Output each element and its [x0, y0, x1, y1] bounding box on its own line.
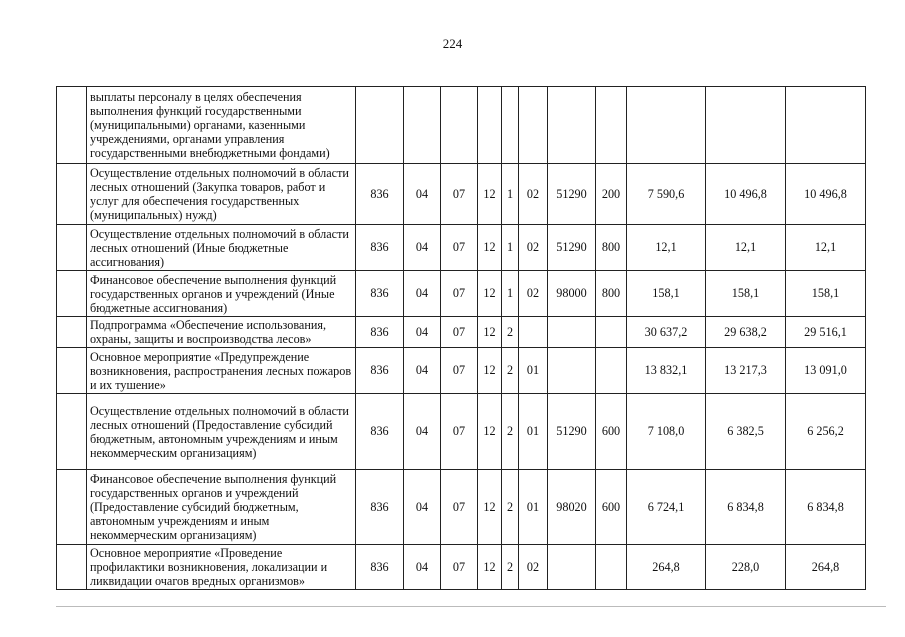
program-cell: 12	[478, 394, 502, 470]
blank-cell	[57, 470, 87, 545]
year3-amount: 6 834,8	[786, 470, 866, 545]
grbs-cell: 836	[356, 470, 404, 545]
direction-cell	[548, 545, 596, 590]
year2-amount: 12,1	[706, 225, 786, 271]
expense-type-cell: 600	[596, 394, 627, 470]
blank-cell	[57, 87, 87, 164]
expense-type-cell	[596, 348, 627, 394]
table-row	[57, 545, 866, 590]
row-name: Основное мероприятие «Проведение профилактики возникновения, локализации и ликвидации очагов вредных организмов»	[87, 545, 356, 590]
year1-amount: 12,1	[627, 225, 706, 271]
program-cell: 12	[478, 164, 502, 225]
blank-cell	[57, 225, 87, 271]
row-name: Осуществление отдельных полномочий в области лесных отношений (Иные бюджетные ассигнования)	[87, 225, 356, 271]
expense-type-cell: 800	[596, 225, 627, 271]
blank-cell	[57, 545, 87, 590]
row-name: выплаты персоналу в целях обеспечения выполнения функций государственными (муниципальными) органами, казенными учреждениями, органами управления государственными внебюджетными фондами)	[87, 87, 356, 164]
subprogram-cell: 2	[502, 470, 519, 545]
program-cell	[478, 87, 502, 164]
podrazdel-cell: 07	[441, 317, 478, 348]
year1-amount: 13 832,1	[627, 348, 706, 394]
program-cell: 12	[478, 545, 502, 590]
event-cell: 01	[519, 470, 548, 545]
year2-amount: 6 834,8	[706, 470, 786, 545]
podrazdel-cell: 07	[441, 271, 478, 317]
expense-type-cell	[596, 545, 627, 590]
subprogram-cell: 2	[502, 545, 519, 590]
event-cell: 02	[519, 271, 548, 317]
event-cell	[519, 87, 548, 164]
page-number: 224	[442, 36, 463, 51]
year3-amount: 264,8	[786, 545, 866, 590]
blank-cell	[57, 317, 87, 348]
direction-cell	[548, 87, 596, 164]
grbs-cell: 836	[356, 164, 404, 225]
program-cell: 12	[478, 271, 502, 317]
program-cell: 12	[478, 317, 502, 348]
razdel-cell	[404, 87, 441, 164]
year3-amount: 158,1	[786, 271, 866, 317]
subprogram-cell: 1	[502, 164, 519, 225]
grbs-cell	[356, 87, 404, 164]
year3-amount: 6 256,2	[786, 394, 866, 470]
page-edge-line	[56, 606, 886, 607]
event-cell: 01	[519, 348, 548, 394]
event-cell	[519, 317, 548, 348]
event-cell: 02	[519, 164, 548, 225]
year2-amount: 13 217,3	[706, 348, 786, 394]
blank-cell	[57, 164, 87, 225]
podrazdel-cell: 07	[441, 394, 478, 470]
podrazdel-cell: 07	[441, 348, 478, 394]
program-cell: 12	[478, 470, 502, 545]
row-name: Осуществление отдельных полномочий в области лесных отношений (Закупка товаров, работ и услуг для обеспечения государственных (муниципальных) нужд)	[87, 164, 356, 225]
blank-cell	[57, 348, 87, 394]
year2-amount: 29 638,2	[706, 317, 786, 348]
year3-amount	[786, 87, 866, 164]
grbs-cell: 836	[356, 317, 404, 348]
event-cell: 02	[519, 225, 548, 271]
expense-type-cell: 600	[596, 470, 627, 545]
table-row	[57, 394, 866, 470]
year3-amount: 10 496,8	[786, 164, 866, 225]
subprogram-cell: 2	[502, 348, 519, 394]
subprogram-cell: 2	[502, 317, 519, 348]
razdel-cell: 04	[404, 394, 441, 470]
budget-table	[56, 86, 866, 590]
year1-amount: 264,8	[627, 545, 706, 590]
table-row	[57, 470, 866, 545]
year1-amount: 7 108,0	[627, 394, 706, 470]
program-cell: 12	[478, 225, 502, 271]
year2-amount: 158,1	[706, 271, 786, 317]
row-name: Основное мероприятие «Предупреждение возникновения, распространения лесных пожаров и их тушение»	[87, 348, 356, 394]
table-row	[57, 87, 866, 164]
year2-amount: 228,0	[706, 545, 786, 590]
row-name: Осуществление отдельных полномочий в области лесных отношений (Предоставление субсидий бюджетным, автономным учреждениям и иным некоммерческим организациям)	[87, 394, 356, 470]
program-cell: 12	[478, 348, 502, 394]
table-row	[57, 317, 866, 348]
table-row	[57, 271, 866, 317]
podrazdel-cell: 07	[441, 545, 478, 590]
year3-amount: 29 516,1	[786, 317, 866, 348]
event-cell: 01	[519, 394, 548, 470]
direction-cell: 98000	[548, 271, 596, 317]
year1-amount: 30 637,2	[627, 317, 706, 348]
direction-cell: 51290	[548, 225, 596, 271]
table-row	[57, 164, 866, 225]
subprogram-cell: 1	[502, 225, 519, 271]
expense-type-cell	[596, 317, 627, 348]
razdel-cell: 04	[404, 545, 441, 590]
grbs-cell: 836	[356, 545, 404, 590]
year2-amount	[706, 87, 786, 164]
grbs-cell: 836	[356, 394, 404, 470]
year1-amount: 7 590,6	[627, 164, 706, 225]
year1-amount	[627, 87, 706, 164]
table-row	[57, 348, 866, 394]
subprogram-cell: 2	[502, 394, 519, 470]
row-name: Подпрограмма «Обеспечение использования, охраны, защиты и воспроизводства лесов»	[87, 317, 356, 348]
direction-cell: 98020	[548, 470, 596, 545]
year1-amount: 158,1	[627, 271, 706, 317]
direction-cell	[548, 348, 596, 394]
subprogram-cell	[502, 87, 519, 164]
grbs-cell: 836	[356, 225, 404, 271]
podrazdel-cell: 07	[441, 470, 478, 545]
year2-amount: 6 382,5	[706, 394, 786, 470]
direction-cell	[548, 317, 596, 348]
row-name: Финансовое обеспечение выполнения функций государственных органов и учреждений (Иные бюджетные ассигнования)	[87, 271, 356, 317]
razdel-cell: 04	[404, 225, 441, 271]
razdel-cell: 04	[404, 164, 441, 225]
table-row	[57, 225, 866, 271]
razdel-cell: 04	[404, 348, 441, 394]
row-name: Финансовое обеспечение выполнения функций государственных органов и учреждений (Предоставление субсидий бюджетным, автономным учреждениям и иным некоммерческим организациям)	[87, 470, 356, 545]
year3-amount: 13 091,0	[786, 348, 866, 394]
expense-type-cell: 800	[596, 271, 627, 317]
year2-amount: 10 496,8	[706, 164, 786, 225]
direction-cell: 51290	[548, 394, 596, 470]
razdel-cell: 04	[404, 470, 441, 545]
podrazdel-cell	[441, 87, 478, 164]
event-cell: 02	[519, 545, 548, 590]
year3-amount: 12,1	[786, 225, 866, 271]
direction-cell: 51290	[548, 164, 596, 225]
blank-cell	[57, 394, 87, 470]
expense-type-cell	[596, 87, 627, 164]
subprogram-cell: 1	[502, 271, 519, 317]
grbs-cell: 836	[356, 348, 404, 394]
grbs-cell: 836	[356, 271, 404, 317]
razdel-cell: 04	[404, 317, 441, 348]
expense-type-cell: 200	[596, 164, 627, 225]
blank-cell	[57, 271, 87, 317]
podrazdel-cell: 07	[441, 164, 478, 225]
razdel-cell: 04	[404, 271, 441, 317]
podrazdel-cell: 07	[441, 225, 478, 271]
year1-amount: 6 724,1	[627, 470, 706, 545]
